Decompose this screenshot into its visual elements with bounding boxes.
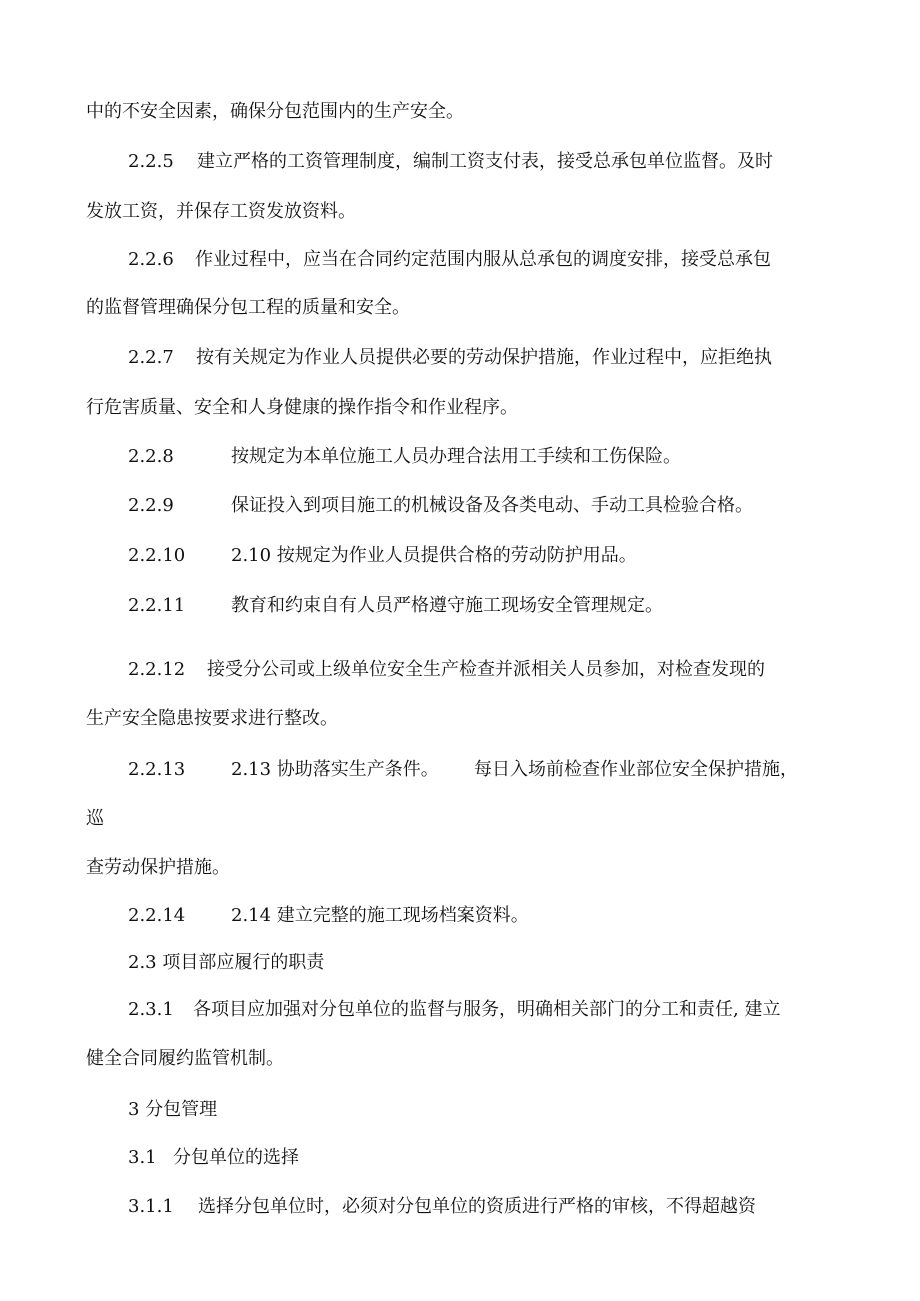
paragraph-line: 每日入场前检查作业部位安全保护措施， bbox=[474, 759, 798, 780]
clause-number: 2.2.11 bbox=[128, 595, 186, 616]
paragraph-line: 行危害质量、安全和人身健康的操作指令和作业程序。 bbox=[86, 397, 518, 418]
paragraph-line: 选择分包单位时，必须对分包单位的资质进行严格的审核，不得超越资 bbox=[198, 1196, 756, 1217]
section-heading: 分包单位的选择 bbox=[173, 1147, 299, 1168]
paragraph-line: 2.13 协助落实生产条件。 bbox=[231, 759, 439, 780]
clause-number: 2.3.1 bbox=[128, 999, 174, 1020]
paragraph-line: 各项目应加强对分包单位的监督与服务，明确相关部门的分工和责任, 建立 bbox=[193, 999, 781, 1020]
paragraph-line: 作业过程中，应当在合同约定范围内服从总承包的调度安排，接受总承包 bbox=[195, 249, 771, 270]
clause-number: 2.2.12 bbox=[128, 659, 186, 680]
paragraph-line: 发放工资，并保存工资发放资料。 bbox=[86, 201, 356, 222]
chapter-heading: 3 分包管理 bbox=[128, 1099, 218, 1120]
paragraph-line: 查劳动保护措施。 bbox=[86, 857, 230, 878]
clause-number: 3.1.1 bbox=[128, 1196, 174, 1217]
section-heading: 2.3 项目部应履行的职责 bbox=[128, 952, 325, 973]
clause-number: 2.2.13 bbox=[128, 759, 186, 780]
clause-number: 2.2.5 bbox=[128, 151, 174, 172]
paragraph-line: 的监督管理确保分包工程的质量和安全。 bbox=[86, 297, 410, 318]
clause-text: 2.10 按规定为作业人员提供合格的劳动防护用品。 bbox=[231, 545, 637, 566]
paragraph-line: 生产安全隐患按要求进行整改。 bbox=[86, 708, 338, 729]
paragraph-line: 中的不安全因素，确保分包范围内的生产安全。 bbox=[86, 101, 464, 122]
clause-text: 2.14 建立完整的施工现场档案资料。 bbox=[231, 905, 529, 926]
paragraph-line: 巡 bbox=[86, 808, 104, 829]
clause-text: 按规定为本单位施工人员办理合法用工手续和工伤保险。 bbox=[231, 446, 681, 467]
paragraph-line: 按有关规定为作业人员提供必要的劳动保护措施，作业过程中，应拒绝执 bbox=[196, 347, 772, 368]
section-number: 3.1 bbox=[128, 1147, 157, 1168]
clause-text: 教育和约束自有人员严格遵守施工现场安全管理规定。 bbox=[231, 595, 663, 616]
clause-number: 2.2.8 bbox=[128, 446, 174, 467]
paragraph-line: 建立严格的工资管理制度，编制工资支付表，接受总承包单位监督。及时 bbox=[197, 151, 773, 172]
clause-number: 2.2.7 bbox=[128, 347, 174, 368]
paragraph-line: 接受分公司或上级单位安全生产检查并派相关人员参加，对检查发现的 bbox=[207, 659, 765, 680]
clause-number: 2.2.9 bbox=[128, 495, 174, 516]
paragraph-line: 健全合同履约监管机制。 bbox=[86, 1048, 284, 1069]
clause-number: 2.2.6 bbox=[128, 249, 174, 270]
clause-text: 保证投入到项目施工的机械设备及各类电动、手动工具检验合格。 bbox=[231, 495, 753, 516]
clause-number: 2.2.14 bbox=[128, 905, 186, 926]
clause-number: 2.2.10 bbox=[128, 545, 186, 566]
